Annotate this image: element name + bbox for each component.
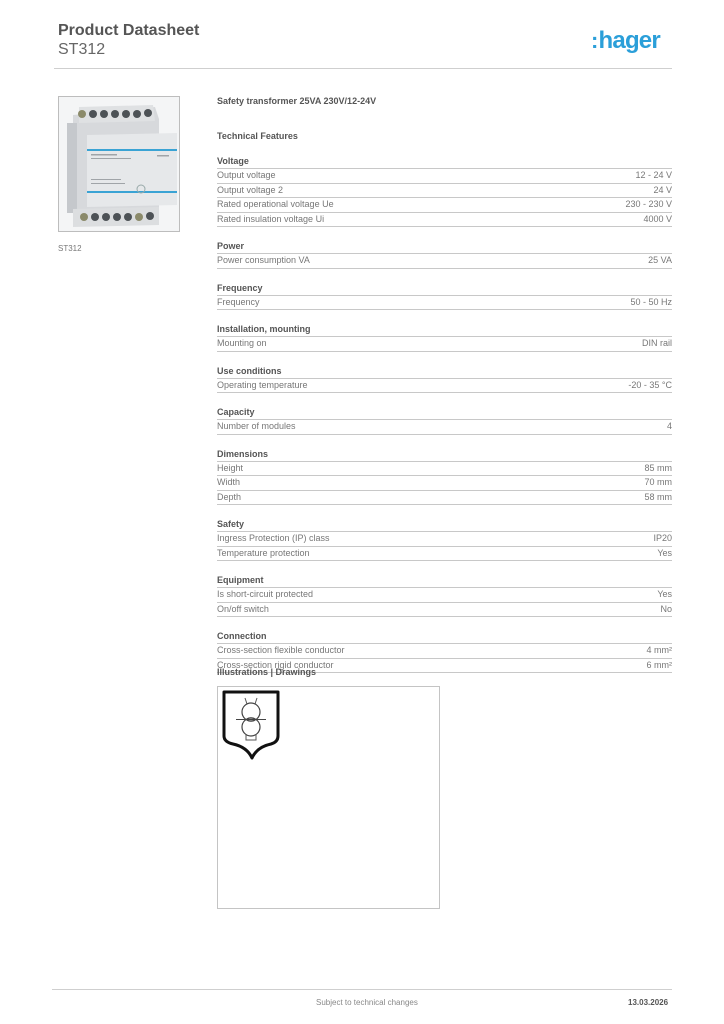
feature-row xyxy=(217,379,672,394)
feature-row xyxy=(217,213,672,228)
feature-label: Width xyxy=(217,477,241,487)
feature-section xyxy=(217,365,672,394)
feature-value: 4 xyxy=(666,421,672,431)
technical-features-heading: Technical Features xyxy=(217,131,298,141)
feature-label: On/off switch xyxy=(217,603,269,614)
feature-row xyxy=(217,184,672,199)
feature-section xyxy=(217,323,672,352)
section-title: Safety xyxy=(217,518,672,532)
feature-label: Depth xyxy=(217,491,242,502)
feature-label: Rated insulation voltage Ui xyxy=(217,213,325,224)
feature-row xyxy=(217,198,672,213)
din-rail-transformer-icon xyxy=(59,97,179,231)
feature-value: -20 - 35 °C xyxy=(628,379,672,390)
section-title: Voltage xyxy=(217,155,672,169)
feature-row xyxy=(217,476,672,491)
document-header xyxy=(58,21,199,59)
feature-row xyxy=(217,462,672,477)
feature-row xyxy=(217,491,672,506)
section-title: Capacity xyxy=(217,406,672,420)
feature-value: 12 - 24 V xyxy=(635,170,672,180)
feature-section xyxy=(217,240,672,269)
feature-row xyxy=(217,644,672,659)
section-title: Frequency xyxy=(217,282,672,296)
section-title: Dimensions xyxy=(217,448,672,462)
feature-value: 85 mm xyxy=(644,462,672,473)
feature-row xyxy=(217,420,672,435)
feature-value: IP20 xyxy=(653,533,672,543)
footer-divider xyxy=(52,989,672,990)
feature-row xyxy=(217,547,672,562)
feature-section xyxy=(217,155,672,227)
feature-row xyxy=(217,254,672,269)
feature-value: No xyxy=(660,603,672,614)
feature-section xyxy=(217,518,672,561)
technical-content xyxy=(217,94,672,673)
feature-section xyxy=(217,406,672,435)
section-title: Installation, mounting xyxy=(217,323,672,337)
document-title: Product Datasheet xyxy=(58,22,200,39)
feature-label: Cross-section flexible conductor xyxy=(217,645,345,655)
feature-value: 58 mm xyxy=(644,491,672,502)
product-image xyxy=(58,96,180,232)
feature-value: DIN rail xyxy=(641,338,672,348)
footer-date: 13.03.2026 xyxy=(628,998,669,1007)
feature-row xyxy=(217,588,672,603)
feature-row xyxy=(217,169,672,184)
product-reference: ST312 xyxy=(58,41,106,58)
feature-label: Power consumption VA xyxy=(217,255,310,265)
feature-value: 6 mm² xyxy=(646,659,672,670)
section-title: Connection xyxy=(217,630,672,644)
feature-label: Height xyxy=(217,462,244,473)
feature-label: Number of modules xyxy=(217,421,296,431)
feature-value: Yes xyxy=(657,589,672,599)
feature-value: Yes xyxy=(657,547,672,558)
feature-value: 230 - 230 V xyxy=(625,199,672,209)
feature-section xyxy=(217,448,672,506)
feature-value: 70 mm xyxy=(644,477,672,487)
feature-section xyxy=(217,282,672,311)
feature-label: Output voltage 2 xyxy=(217,184,284,195)
section-title: Equipment xyxy=(217,574,672,588)
feature-label: Rated operational voltage Ue xyxy=(217,199,334,209)
section-title: Use conditions xyxy=(217,365,672,379)
feature-row xyxy=(217,296,672,311)
feature-label: Operating temperature xyxy=(217,379,308,390)
feature-value: 24 V xyxy=(653,184,672,195)
feature-label: Ingress Protection (IP) class xyxy=(217,533,330,543)
feature-value: 4000 V xyxy=(643,213,672,224)
feature-label: Temperature protection xyxy=(217,547,310,558)
feature-label: Frequency xyxy=(217,296,260,307)
hager-logo xyxy=(591,27,660,55)
feature-sections xyxy=(217,155,672,673)
feature-value: 25 VA xyxy=(648,255,672,265)
feature-section xyxy=(217,574,672,617)
feature-label: Cross-section rigid conductor xyxy=(217,659,334,670)
feature-row xyxy=(217,532,672,547)
illustrations-heading: Illustrations | Drawings xyxy=(217,667,317,677)
section-title: Power xyxy=(217,240,672,254)
feature-row xyxy=(217,603,672,618)
product-description: Safety transformer 25VA 230V/12-24V xyxy=(217,96,377,106)
logo-colon: : xyxy=(591,28,598,53)
header-divider xyxy=(54,68,672,69)
footer-note: Subject to technical changes xyxy=(316,998,418,1007)
feature-label: Output voltage xyxy=(217,170,276,180)
feature-label: Is short-circuit protected xyxy=(217,589,314,599)
feature-row xyxy=(217,337,672,352)
feature-value: 50 - 50 Hz xyxy=(630,296,672,307)
logo-text: hager xyxy=(598,27,660,54)
drawing-panel xyxy=(217,686,440,909)
feature-label: Mounting on xyxy=(217,338,267,348)
product-image-caption: ST312 xyxy=(58,244,82,253)
feature-value: 4 mm² xyxy=(646,645,672,655)
safety-transformer-symbol-icon xyxy=(221,690,283,768)
